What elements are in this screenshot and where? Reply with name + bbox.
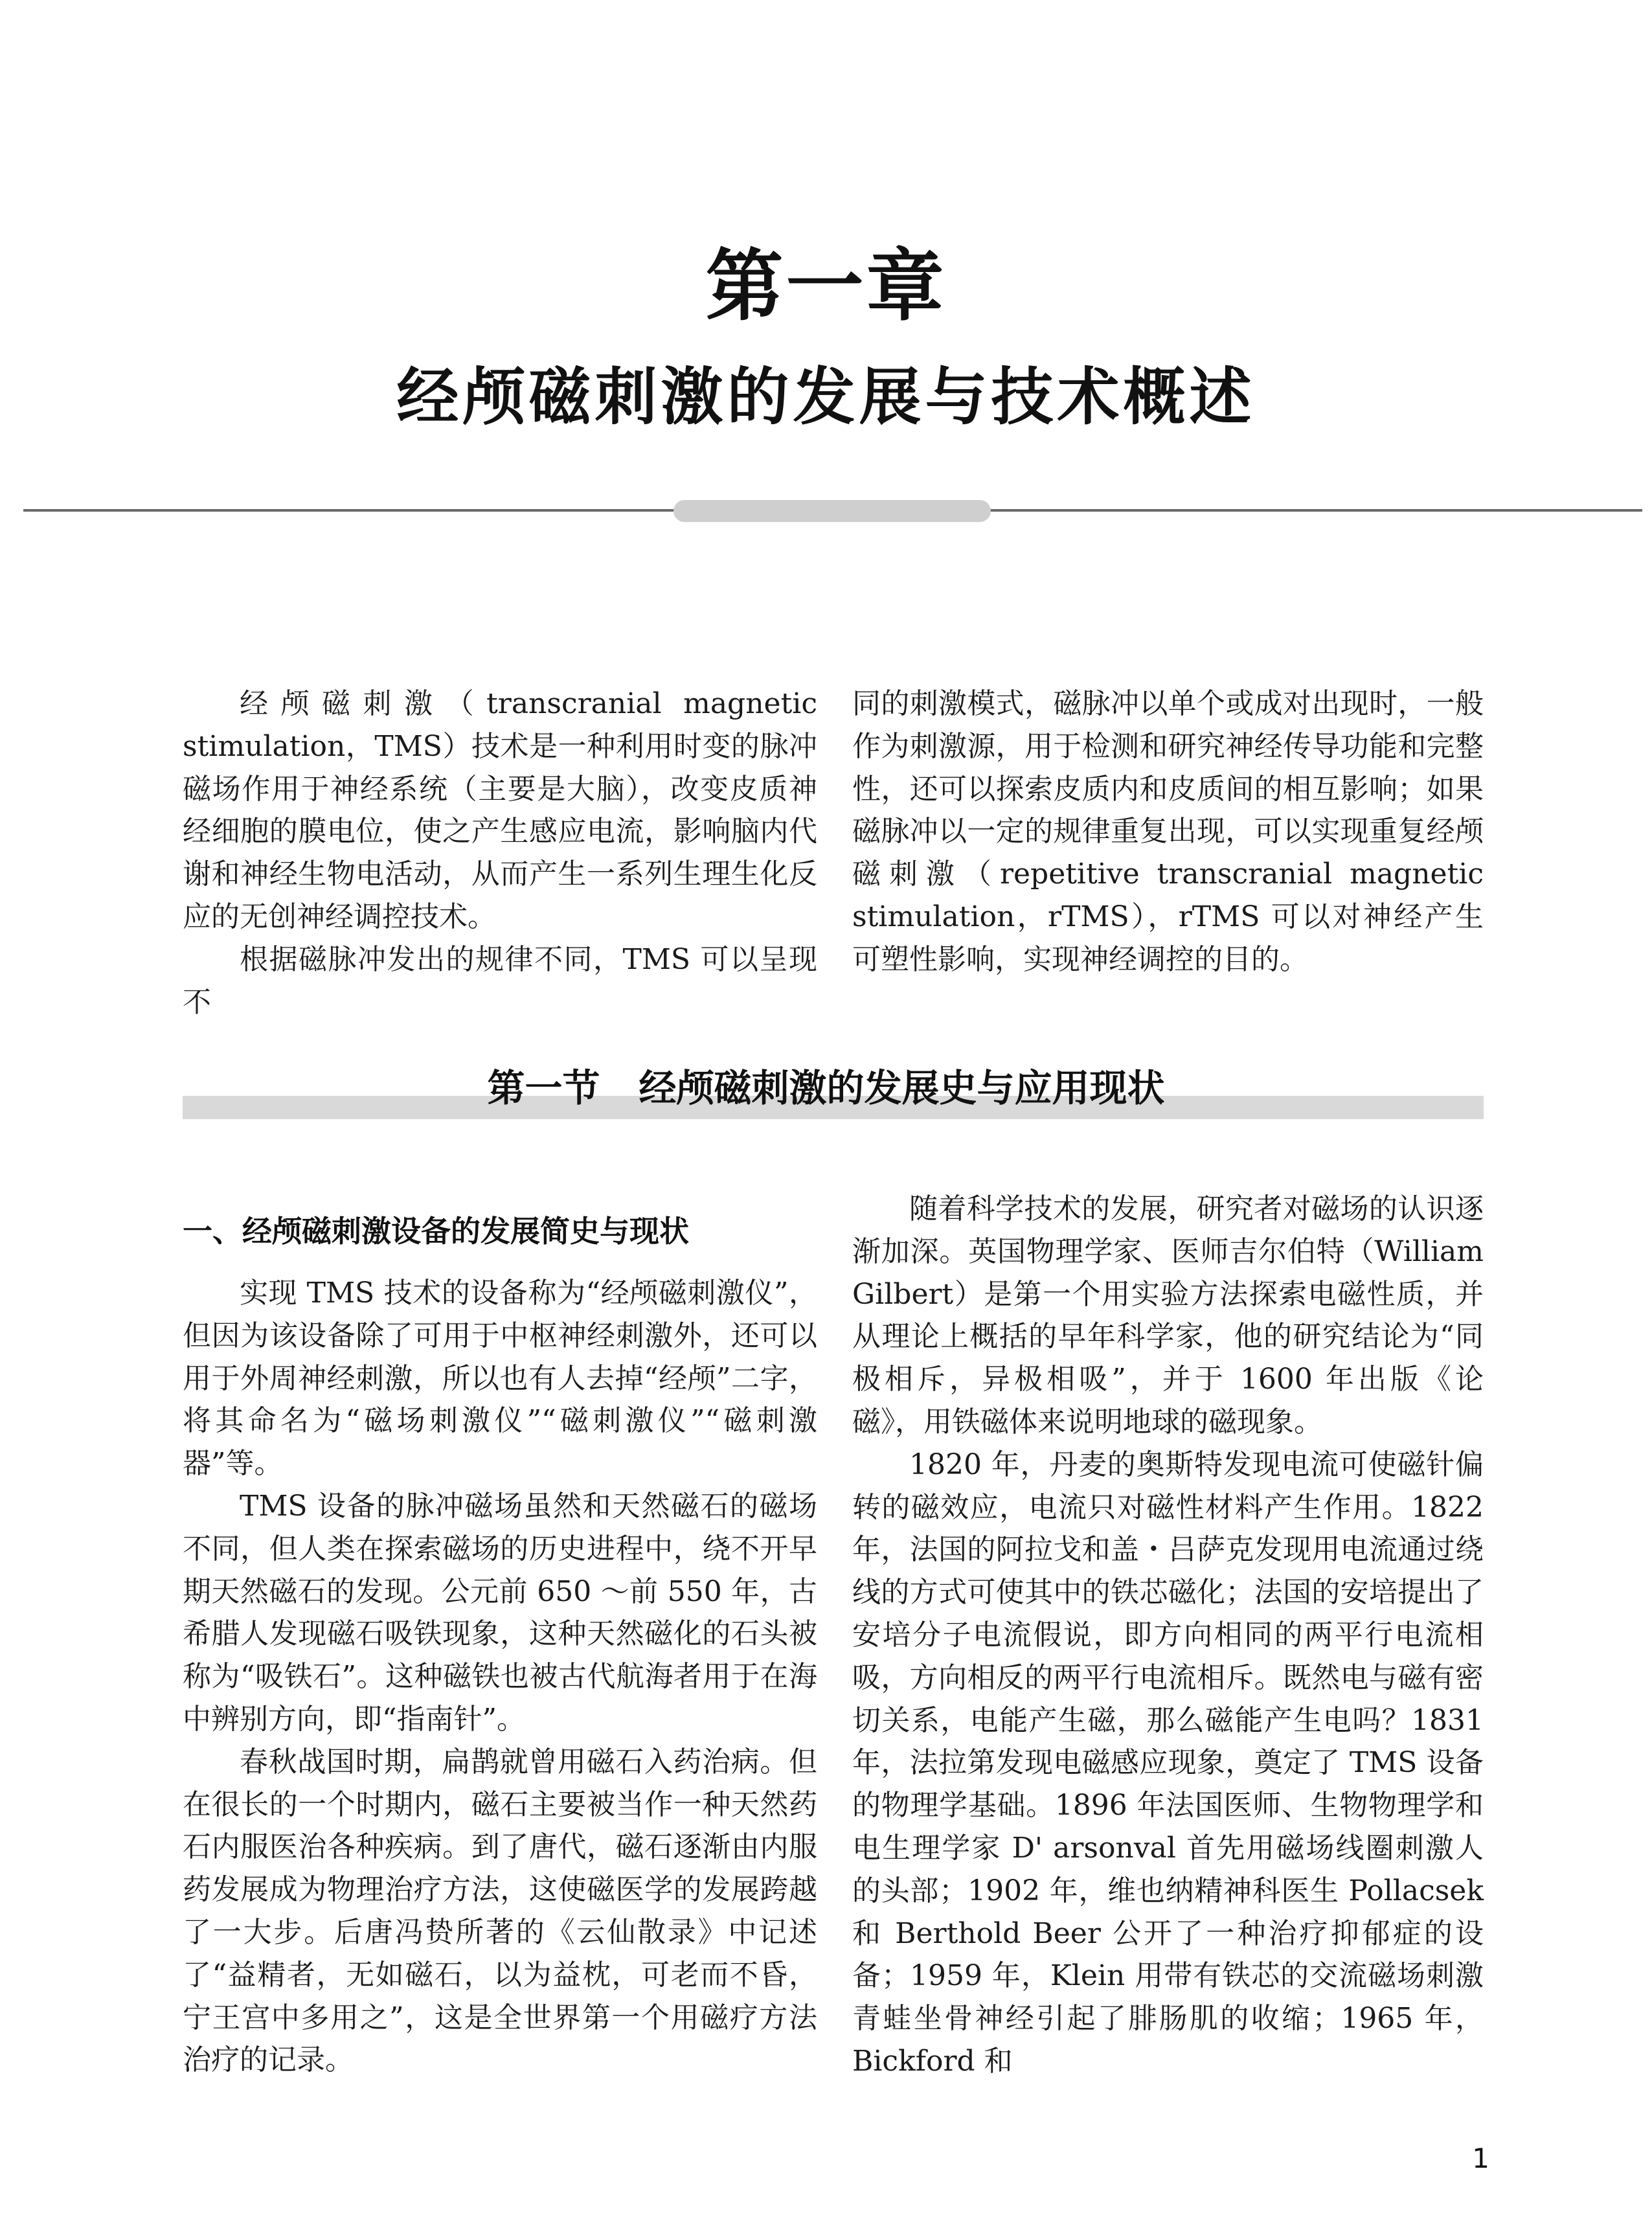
title-divider-ornament — [673, 500, 991, 522]
section-number: 第一节 — [487, 1066, 600, 1110]
body-left-column — [183, 1272, 817, 2082]
body-paragraph-2: TMS 设备的脉冲磁场虽然和天然磁石的磁场不同，但人类在探索磁场的历史进程中，绕不开早期天然磁石的发现。公元前 650 ～前 550 年，古希腊人发现磁石吸铁现象，这种天然磁化的石头被称为“吸铁石”。这种磁铁也被古代航海者用于在海中辨别方向，即“指南针”。 — [183, 1489, 817, 1736]
section-title: 经颅磁刺激的发展史与应用现状 — [639, 1066, 1165, 1110]
body-paragraph-1: 实现 TMS 技术的设备称为“经颅磁刺激仪”，但因为该设备除了可用于中枢神经刺激外，还可以用于外周神经刺激，所以也有人去掉“经颅”二字，将其命名为“磁场刺激仪”“磁刺激仪”“磁刺激器”等。 — [183, 1277, 817, 1481]
intro-right-column — [852, 683, 1484, 981]
intro-paragraph-1: 经颅磁刺激（transcranial magnetic stimulation，TMS）技术是一种利用时变的脉冲磁场作用于神经系统（主要是大脑），改变皮质神经细胞的膜电位，使之产生感应电流，影响脑内代谢和神经生物电活动，从而产生一系列生理生化反应的无创神经调控技术。 — [183, 687, 817, 933]
body-paragraph-4: 随着科学技术的发展，研究者对磁场的认识逐渐加深。英国物理学家、医师吉尔伯特（William Gilbert）是第一个用实验方法探索电磁性质，并从理论上概括的早年科学家，他的研究结论为“同极相斥，异极相吸”，并于 1600 年出版《论磁》，用铁磁体来说明地球的磁现象。 — [852, 1192, 1484, 1438]
chapter-title: 经颅磁刺激的发展与技术概述 — [396, 361, 1256, 433]
body-paragraph-3: 春秋战国时期，扁鹊就曾用磁石入药治病。但在很长的一个时期内，磁石主要被当作一种天然药石内服医治各种疾病。到了唐代，磁石逐渐由内服药发展成为物理治疗方法，这使磁医学的发展跨越了一大步。后唐冯贽所著的《云仙散录》中记述了“益精者，无如磁石，以为益枕，可老而不昏，宁王宫中多用之”，这是全世界第一个用磁疗方法治疗的记录。 — [183, 1745, 817, 2077]
intro-paragraph-2: 根据磁脉冲发出的规律不同，TMS 可以呈现不 — [183, 942, 817, 1019]
body-right-column — [852, 1188, 1484, 2083]
body-paragraph-5: 1820 年，丹麦的奥斯特发现电流可使磁针偏转的磁效应，电流只对磁性材料产生作用。1822 年，法国的阿拉戈和盖・吕萨克发现用电流通过绕线的方式可使其中的铁芯磁化；法国的安培提出了安培分子电流假说，即方向相同的两平行电流相吸，方向相反的两平行电流相斥。既然电与磁有密切关系，电能产生磁，那么磁能产生电吗？1831 年，法拉第发现电磁感应现象，奠定了 TMS 设备的物理学基础。1896 年法国医师、生物物理学和电生理学家 D' arsonval 首先用磁场线圈刺激人的头部；1902 年，维也纳精神科医生 Pollacsek 和 Berthold Beer 公开了一种治疗抑郁症的设备；1959 年，Klein 用带有铁芯的交流磁场刺激青蛙坐骨神经引起了腓肠肌的收缩；1965 年，Bickford 和 — [852, 1448, 1484, 2078]
section-heading — [0, 1062, 1652, 1114]
chapter-label: 第一章 — [705, 242, 947, 332]
intro-left-column — [183, 683, 817, 1023]
intro-paragraph-3: 同的刺激模式，磁脉冲以单个或成对出现时，一般作为刺激源，用于检测和研究神经传导功能和完整性，还可以探索皮质内和皮质间的相互影响；如果磁脉冲以一定的规律重复出现，可以实现重复经颅磁刺激（repetitive transcranial magnetic stimulation，rTMS），rTMS 可以对神经产生可塑性影响，实现神经调控的目的。 — [852, 687, 1484, 976]
subsection-heading: 一、经颅磁刺激设备的发展简史与现状 — [183, 1214, 689, 1249]
page-number: 1 — [1472, 2142, 1489, 2174]
